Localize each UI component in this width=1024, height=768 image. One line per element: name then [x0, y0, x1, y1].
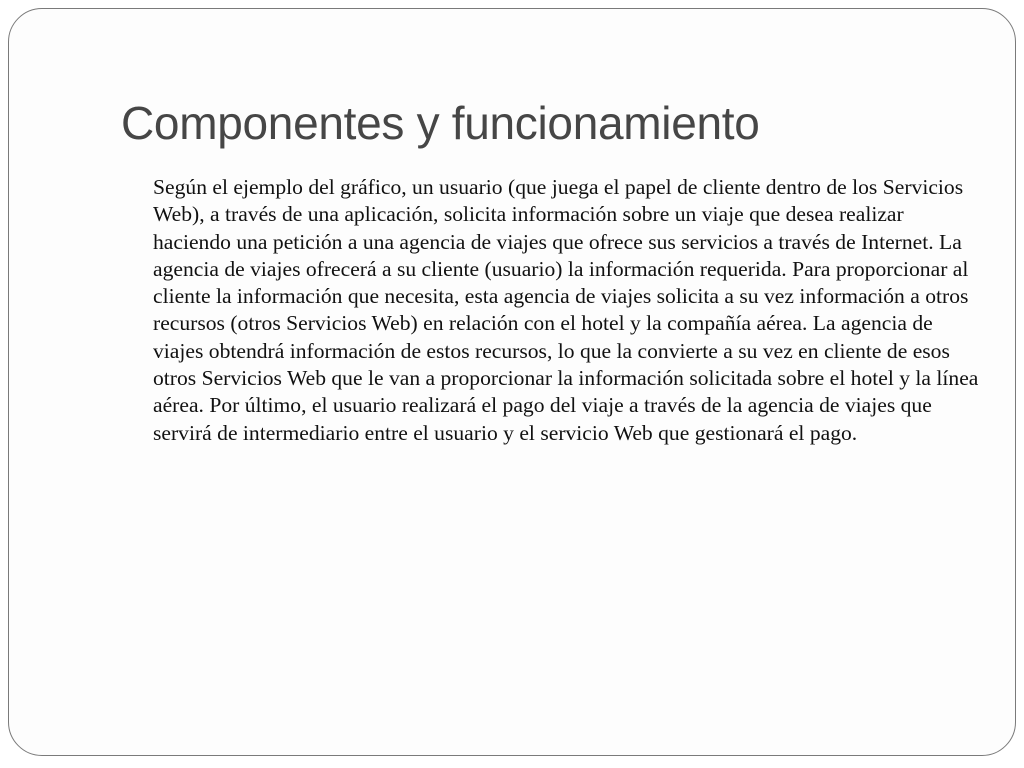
slide-title: Componentes y funcionamiento — [121, 97, 760, 149]
slide-body-text: Según el ejemplo del gráfico, un usuario (que juega el papel de cliente dentro de los Servicios Web), a través de una aplicación, solicita información sobre un viaje que desea realizar haciendo una petición a una agencia de viajes que ofrece sus servicios a través de Internet. La agencia de viajes ofrecerá a su cliente (usuario) la información requerida. Para proporcionar al cliente la información que necesita, esta agencia de viajes solicita a su vez información a otros recursos (otros Servicios Web) en relación con el hotel y la compañía aérea. La agencia de viajes obtendrá información de estos recursos, lo que la convierte a su vez en cliente de esos otros Servicios Web que le van a proporcionar la información solicitada sobre el hotel y la línea aérea. Por último, el usuario realizará el pago del viaje a través de la agencia de viajes que servirá de intermediario entre el usuario y el servicio Web que gestionará el pago. — [153, 175, 979, 445]
slide-frame — [8, 8, 1016, 756]
